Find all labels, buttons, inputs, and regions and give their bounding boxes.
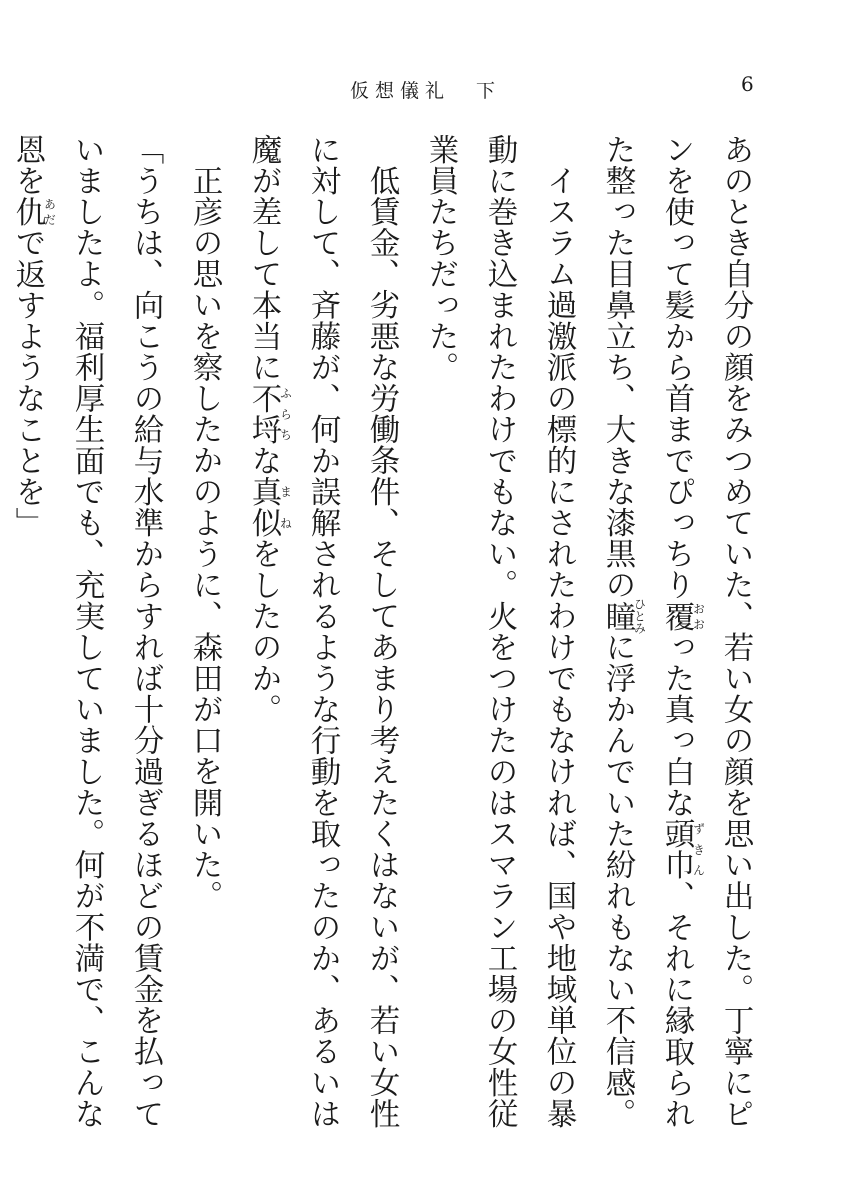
ruby-base: 頭巾 bbox=[659, 818, 694, 881]
text-run: イスラム過激派の標的にされたわけでもなければ、国や地域単位の暴動に巻き込まれたわけでもない。火をつけたのはスマラン工場の女性従業員たちだった。 bbox=[423, 134, 576, 1130]
running-head bbox=[350, 76, 501, 103]
text-run: 、それに縁取られた整った目鼻立ち、大きな漆黒の bbox=[600, 134, 694, 1130]
ruby-annotation bbox=[246, 476, 293, 539]
ruby-reading: ずきん bbox=[691, 818, 706, 881]
page-number: 6 bbox=[741, 72, 754, 96]
ruby-reading: ふらち bbox=[278, 382, 293, 445]
ruby-annotation bbox=[246, 382, 293, 446]
paragraph bbox=[234, 134, 411, 1134]
ruby-annotation bbox=[600, 598, 647, 635]
ruby-annotation bbox=[659, 818, 706, 881]
paragraph bbox=[0, 134, 175, 1134]
ruby-annotation bbox=[10, 196, 57, 228]
ruby-base: 瞳 bbox=[600, 598, 635, 635]
text-run: に浮かんでいた紛れもない不信感。 bbox=[600, 631, 635, 1130]
ruby-base: 仇 bbox=[10, 196, 45, 228]
paragraph bbox=[588, 134, 765, 1134]
ruby-base: 不埒 bbox=[246, 382, 281, 446]
text-run: をしたのか。 bbox=[246, 538, 281, 725]
ruby-base: 覆 bbox=[659, 600, 694, 632]
paragraph bbox=[175, 134, 234, 1134]
body-text-block bbox=[10, 134, 765, 1134]
volume-label: 下 bbox=[476, 80, 502, 102]
vertical-body-text bbox=[0, 134, 765, 1134]
ruby-reading: おお bbox=[691, 600, 706, 632]
text-run: 「うちは、向こうの給与水準からすれば十分過ぎるほどの賃金を払っていましたよ。福利厚生面でも、充実していました。何が不満で、こんな恩を bbox=[10, 134, 163, 1130]
text-run: あのとき自分の顔をみつめていた、若い女の顔を思い出した。丁寧にピンを使って髪から首までぴっちり bbox=[659, 134, 753, 1130]
text-run: な bbox=[246, 445, 281, 477]
text-run: 低賃金、劣悪な労働条件、そしてあまり考えたくはないが、若い女性に対して、斉藤が、何か誤解されるような行動を取ったのか、あるいは魔が差して本当に bbox=[246, 134, 399, 1130]
ruby-reading: ひとみ bbox=[632, 598, 647, 635]
text-run: で返すようなことを」 bbox=[10, 227, 45, 539]
text-run: 正彦の思いを察したかのように、森田が口を開いた。 bbox=[187, 164, 222, 911]
ruby-reading: あだ bbox=[42, 196, 57, 228]
ruby-base: 真似 bbox=[246, 476, 281, 539]
paragraph bbox=[411, 134, 588, 1134]
ruby-reading: まね bbox=[278, 476, 293, 539]
text-run: った真っ白な bbox=[659, 631, 694, 819]
book-title: 仮想儀礼 bbox=[350, 80, 451, 102]
ruby-annotation bbox=[659, 600, 706, 632]
